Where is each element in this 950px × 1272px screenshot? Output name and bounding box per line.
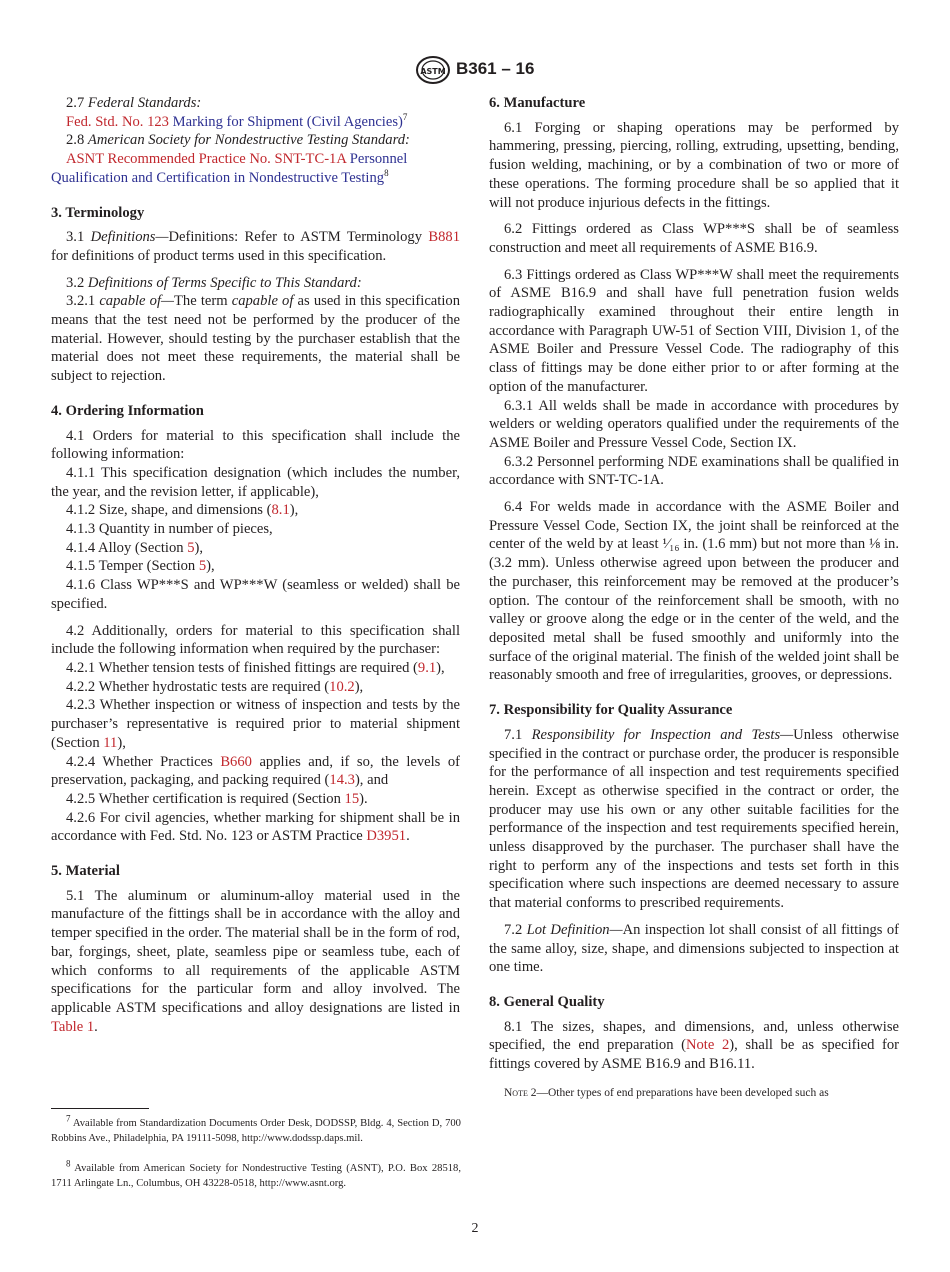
- para-4-2-4: 4.2.4 Whether Practices B660 applies and, if so, the levels of preservation, packaging, and packing required (14.3), and: [51, 753, 461, 789]
- para-4-2-3: 4.2.3 Whether inspection or witness of inspection and tests by the purchaser’s representative is required prior to material shipment (Section 11),: [51, 697, 460, 751]
- para-7-1: 7.1 Responsibility for Inspection and Tests—Unless otherwise specified in the contract or purchase order, the producer is responsible for the performance of all inspection and test requirements specified herein. Except as otherwise specified in the contract or order, the producer may use his own or any other suitable facilities for the performance of the inspection and test requirements specified herein, unless disapproved by the purchaser. The purchaser shall have the right to perform any of the inspections and tests set forth in this specification where such inspections are deemed necessary to assure that material conforms to prescribed requirements.: [489, 726, 899, 912]
- para-4-2-1: 4.2.1 Whether tension tests of finished fittings are required (9.1),: [66, 659, 445, 676]
- para-6-2: 6.2 Fittings ordered as Class WP***S shall be of seamless construction and meet all requirements of ASME B16.9.: [489, 221, 899, 256]
- heading-ordering-information: 4. Ordering Information: [51, 402, 204, 419]
- heading-material: 5. Material: [51, 863, 120, 880]
- para-4-1: 4.1 Orders for material to this specification shall include the following information:: [51, 427, 460, 463]
- para-4-2-5: 4.2.5 Whether certification is required (Section 15).: [66, 790, 368, 807]
- para-4-2-2: 4.2.2 Whether hydrostatic tests are required (10.2),: [66, 678, 364, 695]
- footnote-8: $^8$ Available from American Society for Nondestructive Testing (ASNT), P.O. Box 28518, 1711 Arlingate Ln., Columbus, OH 43228-0518, http://www.asnt.org.: [51, 1158, 461, 1189]
- astm-logo-icon: [415, 55, 451, 85]
- right-column: [489, 94, 899, 1102]
- fed-std-reference[interactable]: Fed. Std. No. 123 Marking for Shipment (Civil Agencies)$^7$: [66, 111, 408, 130]
- section-2-7: 2.7 Federal Standards:: [66, 95, 202, 111]
- para-7-2: 7.2 Lot Definition—An inspection lot shall consist of all fittings of the same alloy, size, shape, and dimensions subjected to inspection at one time.: [489, 921, 899, 976]
- heading-terminology: 3. Terminology: [51, 204, 145, 221]
- heading-quality-assurance: 7. Responsibility for Quality Assurance: [489, 702, 733, 719]
- para-6-3: 6.3 Fittings ordered as Class WP***W shall meet the requirements of ASME B16.9 and shall have full penetration fusion welds radiographically examined throughout their entire length in accordance with Paragraph UW-51 of Section VIII, Division 1, of the ASME Boiler and Pressure Vessel Code. The radiography of this class of fittings may be done either prior to or after forming at the option of the manufacturer.: [489, 266, 899, 395]
- link-b881[interactable]: B881: [428, 229, 460, 246]
- para-3-1: 3.1 Definitions—Definitions: Refer to ASTM Terminology B881 for definitions of product terms used in this specification.: [51, 229, 460, 264]
- note-2: Note 2—Other types of end preparations have been developed such as: [504, 1086, 829, 1099]
- footnote-divider: [51, 1108, 149, 1109]
- para-3-2: 3.2 Definitions of Terms Specific to This Standard:: [66, 274, 362, 291]
- para-4-2-6: 4.2.6 For civil agencies, whether marking for shipment shall be in accordance with Fed. Std. No. 123 or ASTM Practice D3951.: [51, 809, 460, 845]
- asnt-reference[interactable]: ASNT Recommended Practice No. SNT-TC-1A Personnel Qualification and Certification in Nondestructive Testing$^8$: [51, 151, 408, 186]
- link-note-2[interactable]: Note 2: [685, 1037, 730, 1054]
- para-4-1-2: 4.1.2 Size, shape, and dimensions (8.1),: [66, 502, 299, 519]
- svg-text:ASTM: ASTM: [420, 67, 446, 76]
- section-2-8: 2.8 American Society for Nondestructive Testing Standard:: [66, 132, 410, 149]
- para-4-1-3: 4.1.3 Quantity in number of pieces,: [66, 521, 273, 538]
- para-6-3-2: 6.3.2 Personnel performing NDE examinations shall be qualified in accordance with SNT-TC-1A.: [489, 453, 899, 489]
- para-4-1-5: 4.1.5 Temper (Section 5),: [66, 558, 215, 575]
- heading-general-quality: 8. General Quality: [489, 993, 605, 1010]
- para-4-1-6: 4.1.6 Class WP***S and WP***W (seamless or welded) shall be specified.: [51, 577, 460, 612]
- para-6-3-1: 6.3.1 All welds shall be made in accordance with procedures by welders or welding operators qualified under the requirements of the ASME Boiler and Pressure Vessel Code, Section IX.: [489, 397, 899, 451]
- para-4-1-4: 4.1.4 Alloy (Section 5),: [66, 539, 204, 556]
- page-header: [0, 55, 950, 85]
- para-8-1: 8.1 The sizes, shapes, and dimensions, and, unless otherwise specified, the end preparation (Note 2), shall be as specified for fittings covered by ASME B16.9 and B16.11.: [489, 1018, 899, 1073]
- left-column: [51, 94, 460, 1036]
- para-3-2-1: 3.2.1 capable of—The term capable of as used in this specification means that the test need not be performed by the producer of the material. However, should testing by the purchaser establish that the material does not meet these requirements, the material shall be subject to rejection.: [51, 293, 460, 385]
- para-4-1-1: 4.1.1 This specification designation (which includes the number, the year, and the revision letter, if applicable),: [51, 464, 460, 500]
- para-6-1: 6.1 Forging or shaping operations may be performed by hammering, pressing, piercing, rolling, extruding, upsetting, bending, fusion welding, machining, or by a combination of two or more of these operations. The forming procedure shall be so applied that it will not produce injurious defects in the fittings.: [489, 119, 899, 211]
- para-4-2: 4.2 Additionally, orders for material to this specification shall include the following information when required by the purchaser:: [51, 622, 460, 658]
- para-6-4: 6.4 For welds made in accordance with the ASME Boiler and Pressure Vessel Code, Section IX, the joint shall be reinforced at the center of the weld by at least ¹⁄₁₆ in. (1.6 mm) but not more than ⅛ in. (3.2 mm). Unless otherwise agreed upon between the producer and the purchaser, this reinforcement may be removed at the producer’s option. The contour of the reinforcement shall be smooth, with no valley or groove along the edge or in the center of the weld, and the deposited metal shall be fused smoothly and uniformly into the surface of the original material. The finish of the welded joint shall be reasonably smooth and free of irregularities, grooves, or depressions.: [489, 499, 899, 684]
- standard-number: B361 – 16: [456, 59, 535, 78]
- page-number: 2: [471, 1221, 479, 1236]
- heading-manufacture: 6. Manufacture: [489, 95, 586, 111]
- para-5-1: 5.1 The aluminum or aluminum-alloy material used in the manufacture of the fittings shall be in accordance with the alloy and temper specified in the order. The material shall be in the form of rod, bar, forgings, sheet, plate, seamless pipe or seamless tube, each of which conforms to all requirements of the applicable ASTM specifications for the particular form and alloy involved. The applicable ASTM specifications and alloy designations are listed in Table 1.: [51, 887, 460, 1035]
- footnote-7: $^7$ Available from Standardization Documents Order Desk, DODSSP, Bldg. 4, Section D, 700 Robbins Ave., Philadelphia, PA 19111-5098, http://www.dodssp.daps.mil.: [51, 1113, 461, 1144]
